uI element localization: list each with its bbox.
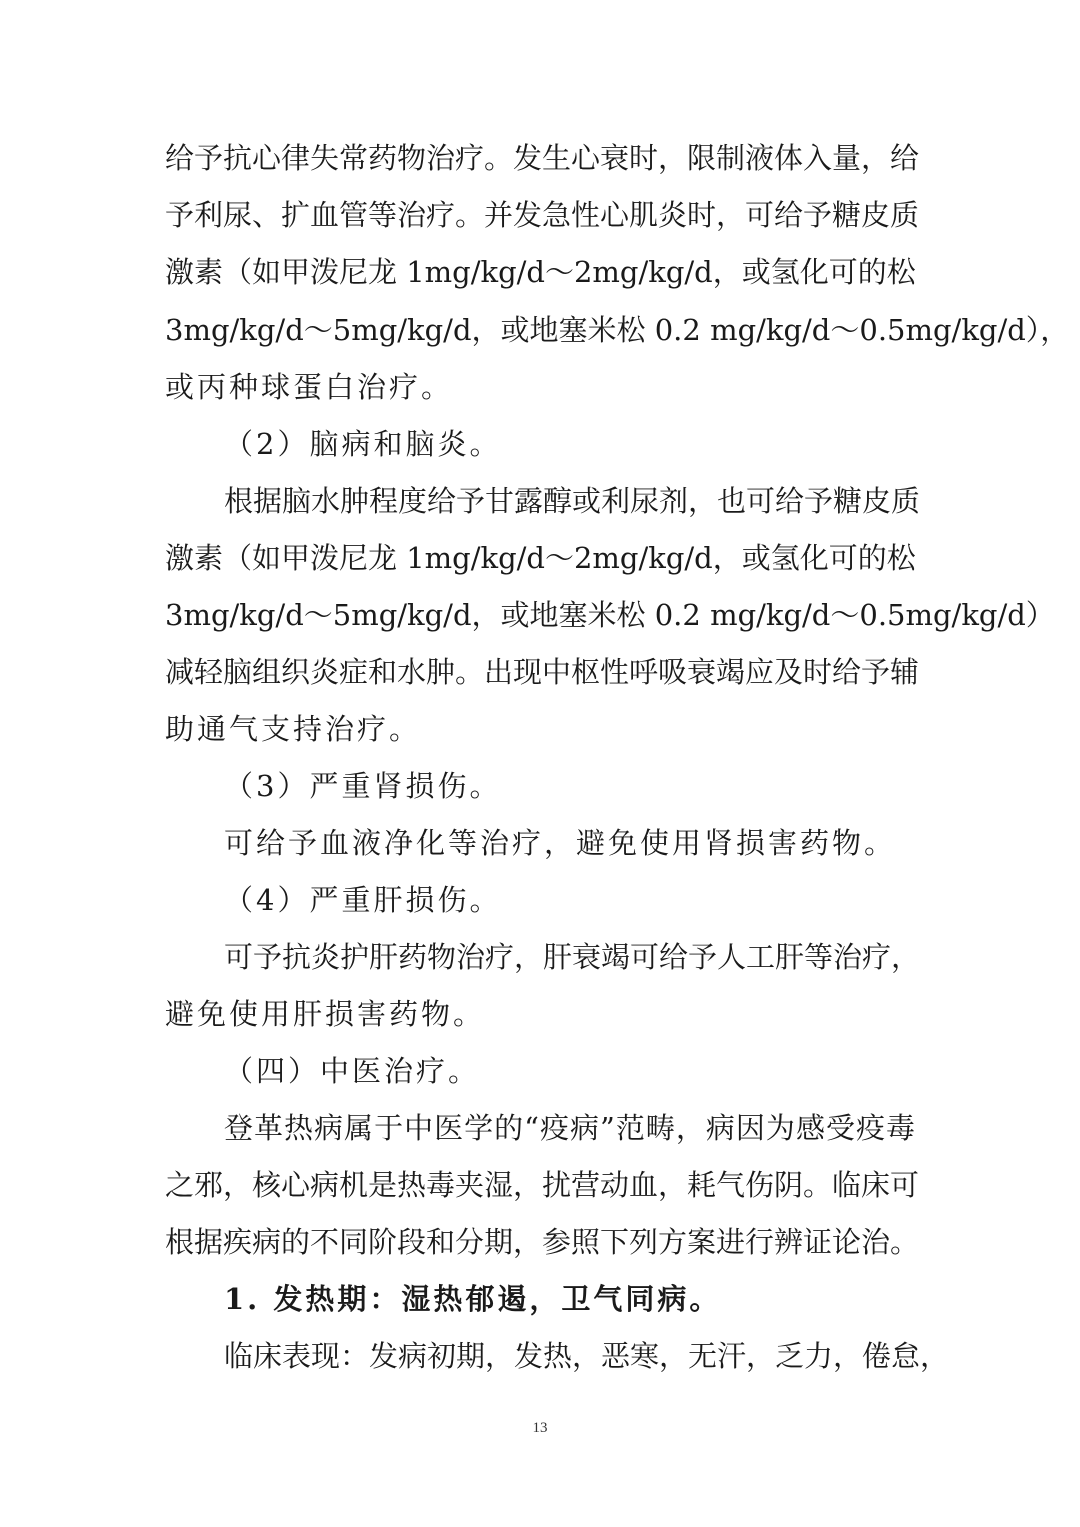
subheading-brain: （2）脑病和脑炎。 xyxy=(224,427,502,461)
section-heading-tcm: （四）中医治疗。 xyxy=(224,1054,481,1088)
subheading-fever-stage: 1. 发热期：湿热郁遏，卫气同病。 xyxy=(224,1282,722,1316)
body-text-line: 登革热病属于中医学的“疫病”范畴，病因为感受疫毒 xyxy=(224,1111,915,1145)
body-text-line: 临床表现：发病初期，发热，恶寒，无汗，乏力，倦怠， xyxy=(224,1339,950,1373)
body-text-line: 可予抗炎护肝药物治疗，肝衰竭可给予人工肝等治疗， xyxy=(224,940,921,974)
body-text-line: 激素（如甲泼尼龙 1mg/kg/d～2mg/kg/d，或氢化可的松 xyxy=(165,255,916,289)
body-text-line: 或丙种球蛋白治疗。 xyxy=(165,370,454,404)
body-text-line: 助通气支持治疗。 xyxy=(165,712,422,746)
body-text-line: 予利尿、扩血管等治疗。并发急性心肌炎时，可给予糖皮质 xyxy=(165,198,920,232)
body-text-line: 3mg/kg/d～5mg/kg/d，或地塞米松 0.2 mg/kg/d～0.5mg/kg/d）， xyxy=(165,313,1070,347)
body-text-line: 减轻脑组织炎症和水肿。出现中枢性呼吸衰竭应及时给予辅 xyxy=(165,655,920,689)
body-text-line: 之邪，核心病机是热毒夹湿，扰营动血，耗气伤阴。临床可 xyxy=(165,1168,920,1202)
subheading-kidney: （3）严重肾损伤。 xyxy=(224,769,502,803)
body-text-line: 避免使用肝损害药物。 xyxy=(165,997,486,1031)
body-text-line: 给予抗心律失常药物治疗。发生心衰时，限制液体入量，给 xyxy=(165,141,920,175)
page-number: 13 xyxy=(532,1420,548,1436)
body-text-line: 可给予血液净化等治疗，避免使用肾损害药物。 xyxy=(224,826,897,860)
body-text-line: 3mg/kg/d～5mg/kg/d，或地塞米松 0.2 mg/kg/d～0.5mg/kg/d） xyxy=(165,598,1055,632)
subheading-liver: （4）严重肝损伤。 xyxy=(224,883,502,917)
body-text-line: 根据脑水肿程度给予甘露醇或利尿剂，也可给予糖皮质 xyxy=(224,484,921,518)
body-text-line: 激素（如甲泼尼龙 1mg/kg/d～2mg/kg/d，或氢化可的松 xyxy=(165,541,916,575)
body-text-line: 根据疾病的不同阶段和分期，参照下列方案进行辨证论治。 xyxy=(165,1225,920,1259)
